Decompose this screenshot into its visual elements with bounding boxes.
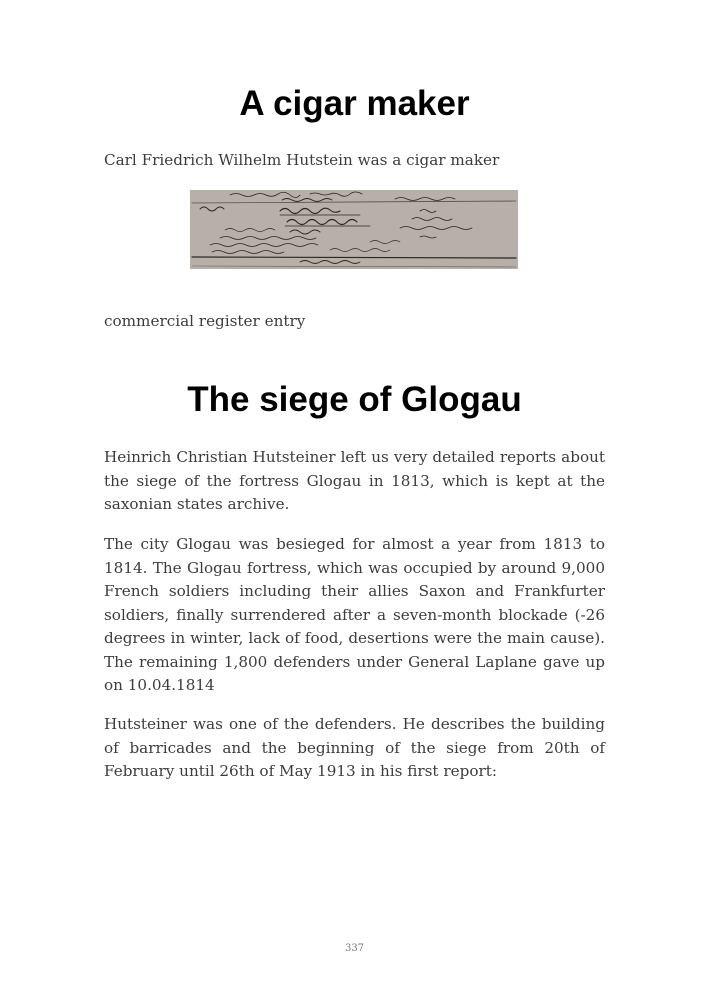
section-title-cigar-maker: A cigar maker [239, 84, 470, 123]
body-paragraph: Heinrich Christian Hutsteiner left us very detailed reports about the siege of the fortress Glogau in 1813, which is kept at the saxonian states archive. [104, 448, 605, 513]
page-number: 337 [344, 943, 365, 954]
commercial-register-image [190, 190, 518, 269]
image-caption: commercial register entry [104, 312, 306, 330]
intro-paragraph: Carl Friedrich Wilhelm Hutstein was a cigar maker [104, 151, 500, 169]
body-paragraph: Hutsteiner was one of the defenders. He describes the building of barricades and the beginning of the siege from 20th of February until 26th of May 1913 in his first report: [104, 715, 605, 780]
section-title-siege-of-glogau: The siege of Glogau [187, 380, 522, 419]
body-paragraph: The city Glogau was besieged for almost a year from 1813 to 1814. The Glogau fortress, which was occupied by around 9,000 French soldiers including their allies Saxon and Frankfurter soldiers, finally surrendered after a seven-month blockade (-26 degrees in winter, lack of food, desertions were the main cause). The remaining 1,800 defenders under General Laplane gave up on 10.04.1814 [104, 535, 605, 694]
